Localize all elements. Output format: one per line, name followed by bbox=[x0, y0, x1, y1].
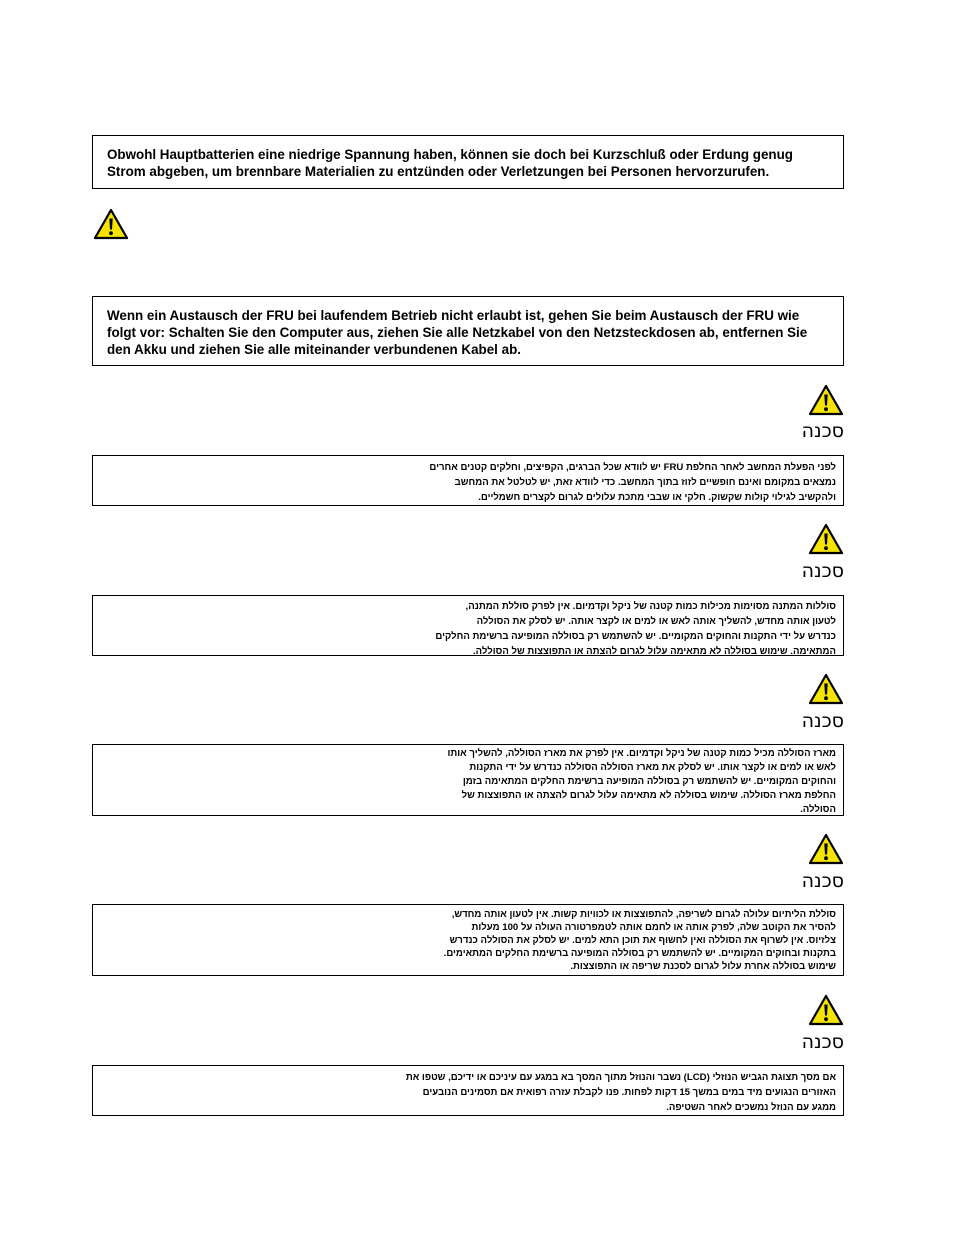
notice-line: ולהקשיב לגילוי קולות שקשוק. חלקי או שבבי מתכת עלולים לגרום לקצרים חשמליים. bbox=[478, 492, 836, 503]
hebrew-notice-3 bbox=[92, 744, 844, 816]
warning-triangle-icon bbox=[808, 523, 844, 555]
notice-line: והחוקים המקומיים. יש להשתמש רק בסוללה המופיעה ברשימת החלקים המתאימה בזמן bbox=[462, 776, 836, 787]
notice-line: האזורים הנגועים מיד במים במשך 15 דקות לפחות. פנו לקבלת עזרה רפואית אם תסמינים הנובעים bbox=[422, 1087, 836, 1098]
warning-triangle-icon bbox=[93, 208, 129, 240]
notice-line: סוללות המתנה מסוימות מכילות כמות קטנה של ניקל וקדמיום. אין לפרק סוללת המתנה, bbox=[465, 601, 836, 612]
hebrew-notice-5 bbox=[92, 1065, 844, 1116]
german-notice-2 bbox=[92, 296, 844, 366]
hebrew-notice-1 bbox=[92, 455, 844, 506]
german-notice-2-text: Wenn ein Austausch der FRU bei laufendem Betrieb nicht erlaubt ist, gehen Sie beim Austausch der FRU wie folgt vor: Schalten Sie den Computer aus, ziehen Sie alle Netzkabel von den Netzsteckdosen ab, entfernen Sie den Akku und ziehen Sie alle miteinander verbundenen Kabel ab. bbox=[107, 308, 808, 357]
notice-line: אם מסך תצוגת הגביש הנוזלי (LCD) נשבר והנוזל מתוך המסך בא במגע עם עיניכם או ידיכם, שטפו את bbox=[405, 1072, 836, 1083]
notice-line: בתקנות ובחוקים המקומיים. יש להשתמש רק בסוללה המופיעה ברשימת החלקים המתאימים. bbox=[443, 948, 836, 959]
warning-triangle-icon bbox=[808, 384, 844, 416]
caution-label: סכנה bbox=[801, 710, 844, 732]
notice-line: צלזיוס. אין לשרוף את הסוללה ואין לחשוף את תוכן התא למים. יש לסלק את הסוללה כנדרש bbox=[449, 935, 836, 946]
caution-label: סכנה bbox=[801, 870, 844, 892]
notice-line: לפני הפעלת המחשב לאחר החלפת FRU יש לוודא שכל הברגים, הקפיצים, וחלקים קטנים אחרים bbox=[429, 462, 836, 473]
hebrew-notice-2 bbox=[92, 595, 844, 656]
notice-line: לאש או למים או לקצר אותו. יש לסלק את מארז הסוללה הסוללה כנדרש על ידי התקנות bbox=[469, 762, 836, 773]
warning-triangle-icon bbox=[808, 994, 844, 1026]
notice-line: החלפת מארז הסוללה. שימוש בסוללה לא מתאימה עלול לגרום להצתה או התפוצצות של bbox=[461, 790, 836, 801]
notice-line: הסוללה. bbox=[800, 804, 836, 815]
notice-line: כנדרש על ידי התקנות והחוקים המקומיים. יש להשתמש רק בסוללה המופיעה ברשימת החלקים bbox=[435, 631, 836, 642]
notice-line: סוללת הליתיום עלולה לגרום לשריפה, להתפוצצות או לכוויות קשות. אין לטעון אותה מחדש, bbox=[451, 909, 836, 920]
warning-triangle-icon bbox=[808, 673, 844, 705]
notice-line: לטעון אותה מחדש, להשליך אותה לאש או למים או לקצר אותה. יש לסלק את הסוללה bbox=[476, 616, 836, 627]
caution-label: סכנה bbox=[801, 560, 844, 582]
caution-label: סכנה bbox=[801, 1031, 844, 1053]
caution-label: סכנה bbox=[801, 420, 844, 442]
notice-line: המתאימה. שימוש בסוללה לא מתאימה עלול לגרום להצתה או התפוצצות של הסוללה. bbox=[472, 646, 836, 657]
notice-line: שימוש בסוללה אחרת עלול לגרום לסכנת שריפה או התפוצצות. bbox=[570, 961, 836, 972]
german-notice-1 bbox=[92, 135, 844, 189]
notice-line: נמצאים במקומם ואינם חופשיים לזוז בתוך המחשב. כדי לוודא זאת, יש לטלטל את המחשב bbox=[454, 477, 836, 488]
warning-triangle-icon bbox=[808, 833, 844, 865]
notice-line: להסיר את הקוטב שלה, לפרק אותה או לחמם אותה לטמפרטורה העולה על 100 מעלות bbox=[471, 922, 836, 933]
notice-line: מארז הסוללה מכיל כמות קטנה של ניקל וקדמיום. אין לפרק את מארז הסוללה, להשליך אותו bbox=[447, 748, 836, 759]
german-notice-1-text: Obwohl Hauptbatterien eine niedrige Spannung haben, können sie doch bei Kurzschluß oder Erdung genug Strom abgeben, um brennbare Materialien zu entzünden oder Verletzungen bei Personen hervorzurufen. bbox=[107, 147, 793, 179]
hebrew-notice-4 bbox=[92, 904, 844, 976]
notice-line: ממגע עם הנוזל נמשכים לאחר השטיפה. bbox=[666, 1102, 836, 1113]
